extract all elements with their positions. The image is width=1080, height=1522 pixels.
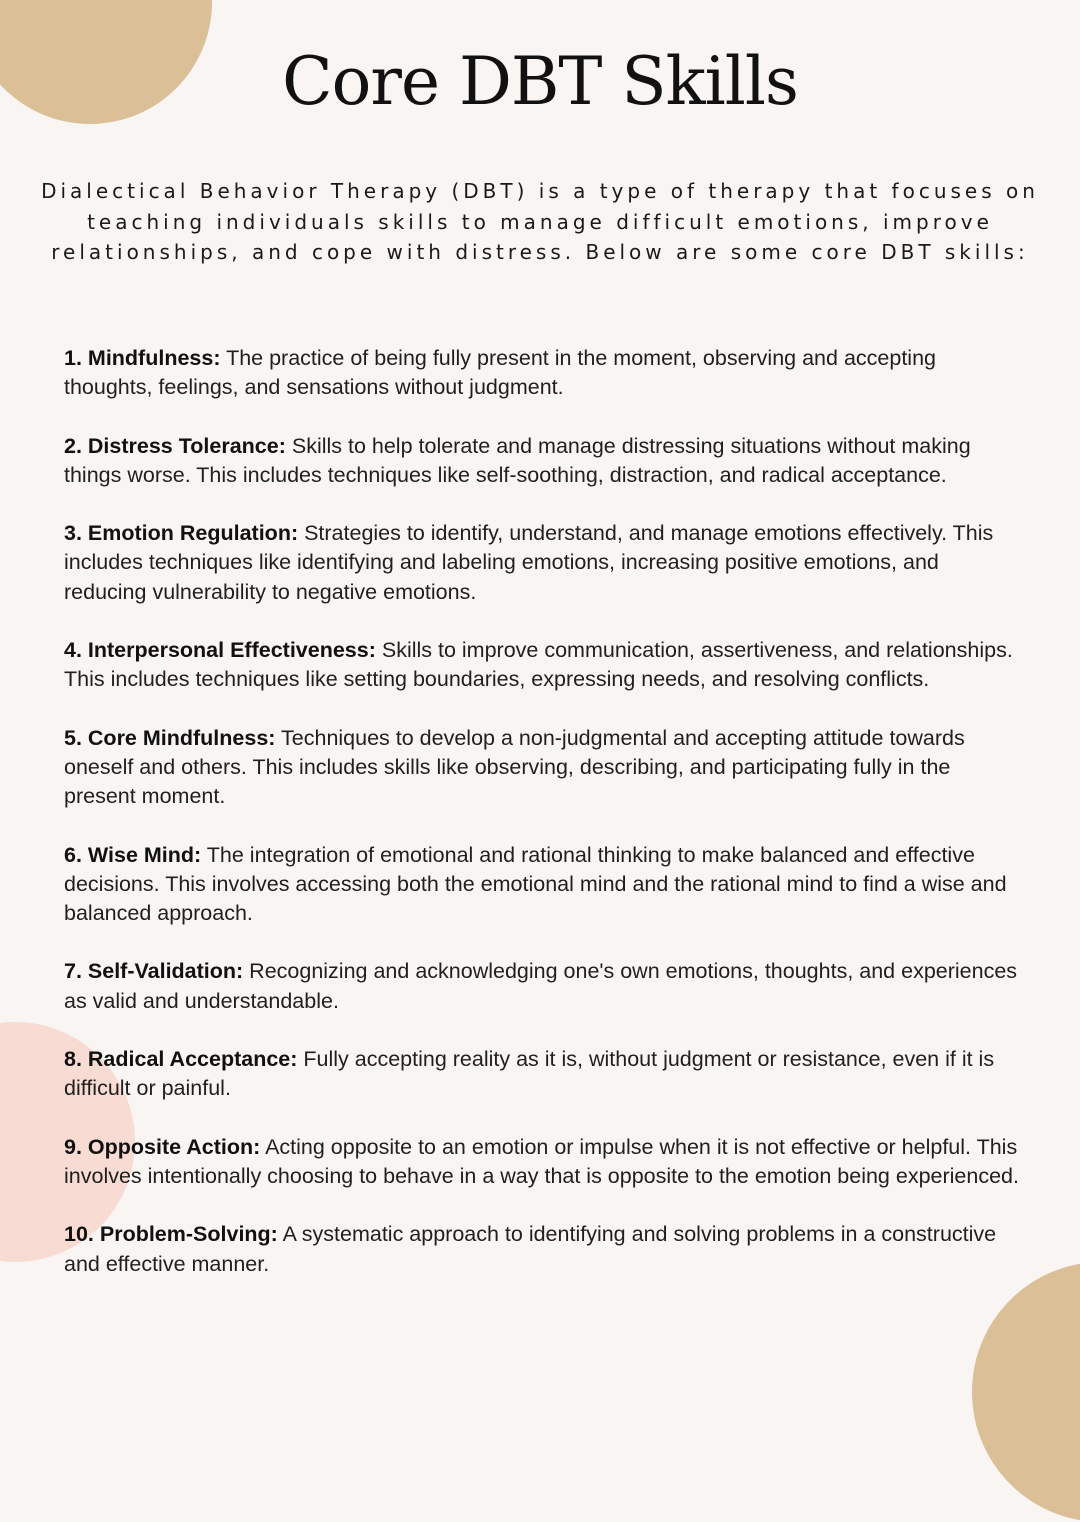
- skill-item: [64, 636, 1024, 695]
- skill-item: [64, 1220, 1024, 1279]
- skill-item: [64, 957, 1024, 1016]
- skill-name: 2. Distress Tolerance:: [64, 433, 286, 458]
- skill-name: 1. Mindfulness:: [64, 346, 221, 370]
- skill-name: 8. Radical Acceptance:: [64, 1047, 298, 1072]
- skill-name: 10. Problem-Solving:: [64, 1222, 278, 1247]
- skills-list: [64, 344, 1024, 1308]
- skill-description: A systematic approach to identifying and solving problems in a constructive and effective manner.: [64, 1222, 997, 1276]
- skill-description: Skills to improve communication, assertiveness, and relationships. This includes techniques like setting boundaries, expressing needs, and resolving conflicts.: [64, 638, 1013, 692]
- skill-name: 4. Interpersonal Effectiveness:: [64, 638, 376, 663]
- intro-paragraph: Dialectical Behavior Therapy (DBT) is a type of therapy that focuses on teaching individuals skills to manage difficult emotions, improve relationships, and cope with distress. Below are some core DBT skills:: [41, 179, 1039, 264]
- skill-name: 6. Wise Mind:: [64, 842, 202, 867]
- skill-item: [64, 841, 1024, 929]
- skill-name: 9. Opposite Action:: [64, 1134, 261, 1159]
- skill-item: [64, 1133, 1024, 1192]
- skill-description: The practice of being fully present in the moment, observing and accepting thoughts, feelings, and sensations without judgment.: [64, 346, 936, 400]
- skill-description: Techniques to develop a non-judgmental and accepting attitude towards oneself and others. This includes skills like observing, describing, and participating fully in the present moment.: [64, 725, 965, 809]
- skill-item: [64, 519, 1024, 607]
- skill-name: 5. Core Mindfulness:: [64, 725, 276, 750]
- skill-description: Strategies to identify, understand, and manage emotions effectively. This includes techniques like identifying and labeling emotions, increasing positive emotions, and reducing vulnerability to negative emotions.: [64, 521, 994, 604]
- skill-description: Fully accepting reality as it is, without judgment or resistance, even if it is difficult or painful.: [64, 1047, 995, 1101]
- skill-description: Acting opposite to an emotion or impulse when it is not effective or helpful. This involves intentionally choosing to behave in a way that is opposite to the emotion being experienced.: [64, 1134, 1019, 1188]
- skill-item: [64, 432, 1024, 491]
- skill-name: 7. Self-Validation:: [64, 959, 244, 984]
- page-title: Core DBT Skills: [282, 43, 798, 120]
- skill-description: Recognizing and acknowledging one's own emotions, thoughts, and experiences as valid and understandable.: [64, 959, 1018, 1013]
- skill-name: 3. Emotion Regulation:: [64, 521, 299, 546]
- skill-description: Skills to help tolerate and manage distressing situations without making things worse. This includes techniques like self-soothing, distraction, and radical acceptance.: [64, 433, 971, 487]
- skill-description: The integration of emotional and rational thinking to make balanced and effective decisions. This involves accessing both the emotional mind and the rational mind to find a wise and balanced approach.: [64, 842, 1007, 926]
- skill-item: [64, 344, 1024, 403]
- skill-item: [64, 724, 1024, 812]
- skill-item: [64, 1045, 1024, 1104]
